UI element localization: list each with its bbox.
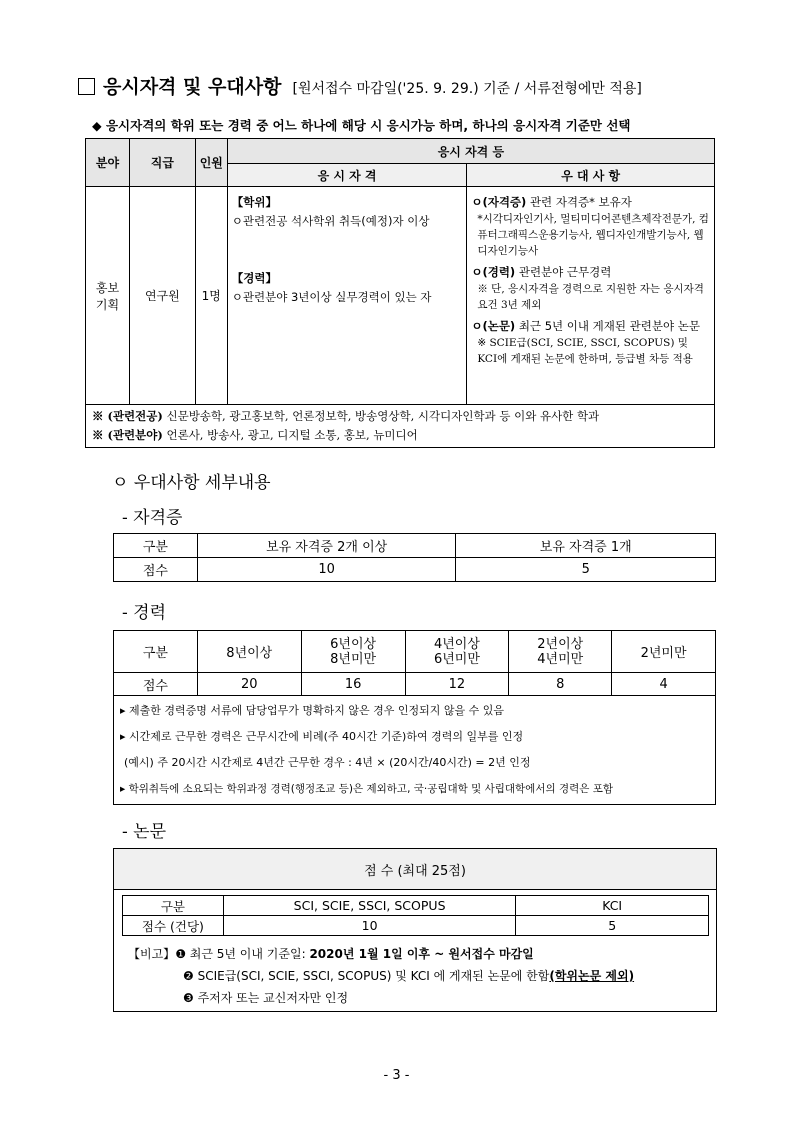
paper-header-2: KCI bbox=[516, 896, 709, 916]
pref-cert-note: *시각디자인기사, 멀티미디어콘텐츠제작전문가, 컴퓨터그래픽스운용기능사, 웹디자인개발기능사, 웹디자인기능사 bbox=[477, 213, 709, 257]
pref-career-text: 관련분야 근무경력 bbox=[515, 265, 612, 279]
paper-box-title: 점 수 (최대 25점) bbox=[364, 863, 466, 879]
cert-header-0: 구분 bbox=[114, 534, 198, 558]
table-footnotes bbox=[86, 405, 715, 448]
paper-box bbox=[113, 848, 717, 1012]
qualification-cell bbox=[227, 187, 467, 405]
footnote-field bbox=[92, 426, 708, 445]
career-header-1: 8년이상 bbox=[197, 631, 301, 673]
career-note-4: ▸ 학위취득에 소요되는 학위과정 경력(행정조교 등)은 제외하고, 국·공립대학 및 사립대학에서의 경력은 포함 bbox=[120, 783, 614, 795]
footnote-major-label: ※ (관련전공) bbox=[92, 409, 163, 423]
career-row-2: 16 bbox=[301, 673, 405, 696]
career-notes bbox=[114, 696, 716, 805]
cert-score-table bbox=[113, 533, 716, 582]
career-title: 【경력】 bbox=[231, 271, 277, 285]
career-item: ㅇ관련분야 3년이상 실무경력이 있는 자 bbox=[231, 290, 432, 304]
career-section-title: - 경력 bbox=[122, 603, 166, 623]
cert-row-2: 5 bbox=[456, 558, 716, 582]
paper-box-header bbox=[114, 849, 716, 890]
career-header-0: 구분 bbox=[114, 631, 198, 673]
paper-row-0: 점수 (건당) bbox=[123, 916, 224, 936]
cert-section-title: - 자격증 bbox=[122, 508, 183, 528]
paper-score-table bbox=[122, 895, 709, 936]
col-field: 분야 bbox=[86, 139, 130, 187]
pref-paper-note: ※ SCIE급(SCI, SCIE, SSCI, SCOPUS) 및 KCI에 게재된 논문에 한하며, 등급별 차등 적용 bbox=[477, 337, 693, 365]
cert-header-1: 보유 자격증 2개 이상 bbox=[197, 534, 456, 558]
pref-paper-title: ㅇ(논문) bbox=[471, 319, 516, 333]
remark-2-text: ❷ SCIE급(SCI, SCIE, SSCI, SCOPUS) 및 KCI 에 게재된 논문에 한함 bbox=[183, 969, 550, 983]
career-header-2: 6년이상 8년미만 bbox=[301, 631, 405, 673]
section-heading bbox=[78, 72, 642, 99]
career-score-table bbox=[113, 630, 716, 805]
career-header-5: 2년미만 bbox=[612, 631, 716, 673]
paper-header-1: SCI, SCIE, SSCI, SCOPUS bbox=[223, 896, 516, 916]
pref-career-note: ※ 단, 응시자격을 경력으로 지원한 자는 응시자격요건 3년 제외 bbox=[477, 283, 704, 311]
pref-detail-title: ㅇ 우대사항 세부내용 bbox=[112, 473, 271, 493]
career-row-5: 4 bbox=[612, 673, 716, 696]
career-row-1: 20 bbox=[197, 673, 301, 696]
remark-3: ❸ 주저자 또는 교신저자만 인정 bbox=[183, 991, 349, 1005]
heading-title: 응시자격 및 우대사항 bbox=[103, 76, 282, 98]
career-note-2: ▸ 시간제로 근무한 경력은 근무시간에 비례(주 40시간 기준)하여 경력의 일부를 인정 bbox=[120, 730, 524, 743]
cert-header-2: 보유 자격증 1개 bbox=[456, 534, 716, 558]
col-count: 인원 bbox=[195, 139, 227, 187]
footnote-field-label: ※ (관련분야) bbox=[92, 428, 163, 442]
pref-career-title: ㅇ(경력) bbox=[471, 265, 516, 279]
career-header-3: 4년이상 6년미만 bbox=[405, 631, 509, 673]
career-note-3: (예시) 주 20시간 시간제로 4년간 근무한 경우 : 4년 × (20시간/40시간) = 2년 인정 bbox=[124, 756, 531, 769]
degree-title: 【학위】 bbox=[231, 195, 277, 209]
career-row-3: 12 bbox=[405, 673, 509, 696]
count-cell: 1명 bbox=[195, 187, 227, 405]
career-row-4: 8 bbox=[509, 673, 612, 696]
career-note-1: ▸ 제출한 경력증명 서류에 담당업무가 명확하지 않은 경우 인정되지 않을 수 있음 bbox=[120, 704, 505, 717]
paper-remarks bbox=[128, 943, 634, 1009]
preference-cell bbox=[467, 187, 715, 405]
footnote-field-text: 언론사, 방송사, 광고, 디지털 소통, 홍보, 뉴미디어 bbox=[162, 428, 418, 442]
col-qualification: 응 시 자 격 bbox=[227, 164, 467, 187]
checkbox-square-icon bbox=[78, 78, 95, 95]
pref-paper-text: 최근 5년 이내 게재된 관련분야 논문 bbox=[515, 319, 700, 333]
pref-cert-text: 관련 자격증* 보유자 bbox=[526, 195, 632, 209]
remark-1-text: ❶ 최근 5년 이내 기준일: bbox=[175, 947, 310, 961]
career-header-4: 2년이상 4년미만 bbox=[509, 631, 612, 673]
pref-career bbox=[471, 263, 710, 281]
remark-2-bold: (학위논문 제외) bbox=[549, 969, 635, 983]
qualification-table bbox=[85, 138, 715, 448]
cert-row-1: 10 bbox=[197, 558, 456, 582]
col-group: 응시 자격 등 bbox=[227, 139, 714, 164]
degree-item: ㅇ관련전공 석사학위 취득(예정)자 이상 bbox=[231, 214, 430, 228]
paper-row-2: 5 bbox=[516, 916, 709, 936]
remark-label: 【비고】 bbox=[128, 947, 176, 961]
footnote-major-text: 신문방송학, 광고홍보학, 언론정보학, 방송영상학, 시각디자인학과 등 이와 유사한 학과 bbox=[162, 409, 600, 423]
pref-cert bbox=[471, 193, 710, 211]
footnote-major bbox=[92, 407, 708, 426]
remark-2 bbox=[128, 965, 634, 987]
field-cell: 홍보 기획 bbox=[86, 187, 130, 405]
grade-cell: 연구원 bbox=[129, 187, 195, 405]
col-preference: 우 대 사 항 bbox=[467, 164, 715, 187]
heading-note: [원서접수 마감일('25. 9. 29.) 기준 / 서류전형에만 적용] bbox=[292, 81, 642, 97]
page-number: - 3 - bbox=[383, 1068, 410, 1083]
paper-row-1: 10 bbox=[223, 916, 516, 936]
pref-paper bbox=[471, 317, 710, 335]
cert-row-0: 점수 bbox=[114, 558, 198, 582]
pref-cert-title: ㅇ(자격증) bbox=[471, 195, 527, 209]
subheading: ◆ 응시자격의 학위 또는 경력 중 어느 하나에 해당 시 응시가능 하며, 하나의 응시자격 기준만 선택 bbox=[92, 118, 631, 133]
remark-1 bbox=[128, 943, 634, 965]
col-grade: 직급 bbox=[129, 139, 195, 187]
paper-header-0: 구분 bbox=[123, 896, 224, 916]
paper-section-title: - 논문 bbox=[122, 822, 166, 842]
remark-1-bold: 2020년 1월 1일 이후 ~ 원서접수 마감일 bbox=[309, 947, 534, 961]
career-row-0: 점수 bbox=[114, 673, 198, 696]
